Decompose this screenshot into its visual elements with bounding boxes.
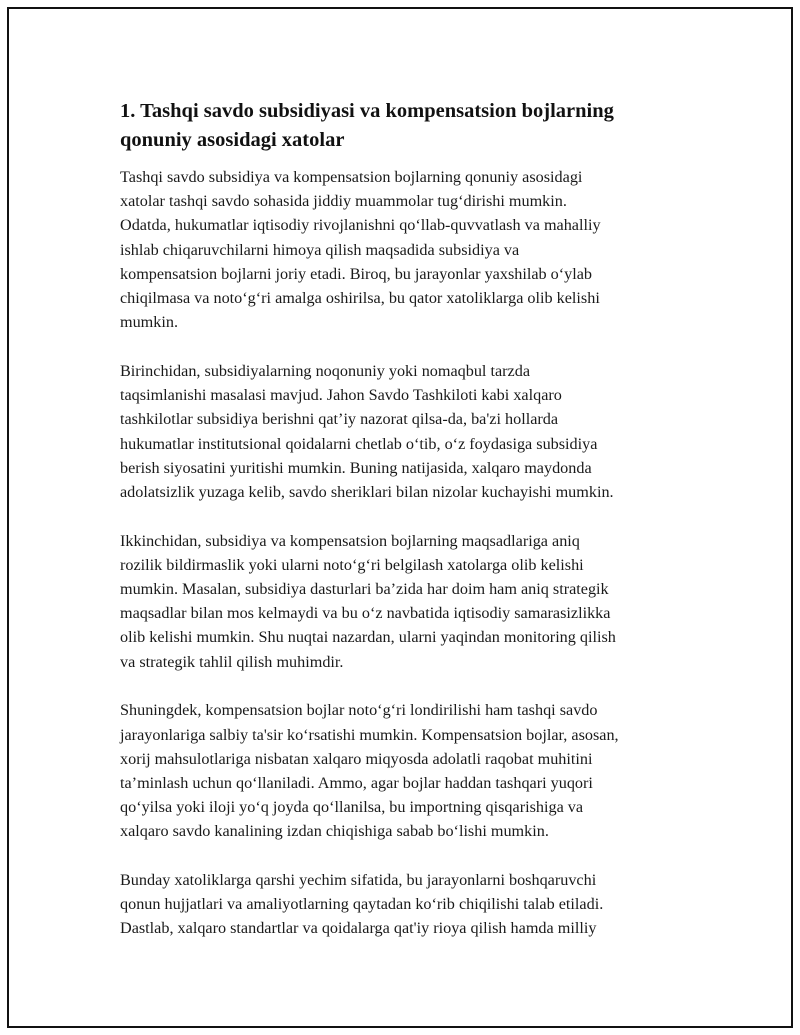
paragraph-2: Birinchidan, subsidiyalarning noqonuniy yoki nomaqbul tarzda taqsimlanishi masalasi mavjud. Jahon Savdo Tashkiloti kabi xalqaro tashkilotlar subsidiya berishni qat’iy nazorat qilsa-da, ba'zi hollarda hukumatlar institutsional qoidalarni chetlab o‘tib, o‘z foydasiga subsidiya berish siyosatini yuritishi mumkin. Buning natijasida, xalqaro maydonda adolatsizlik yuzaga kelib, savdo sheriklari bilan nizolar kuchayishi mumkin. bbox=[120, 361, 614, 501]
paragraph-4: Shuningdek, kompensatsion bojlar noto‘g‘ri londirilishi ham tashqi savdo jarayonlariga salbiy ta'sir ko‘rsatishi mumkin. Kompensatsion bojlar, asosan, xorij mahsulotlariga nisbatan xalqaro miqyosda adolatli raqobat muhitini ta’minlash uchun qo‘llaniladi. Ammo, agar bojlar haddan tashqari yuqori qo‘yilsa yoki iloji yo‘q joyda qo‘llanilsa, bu importning qisqarishiga va xalqaro savdo kanalining izdan chiqishiga sabab bo‘lishi mumkin. bbox=[120, 701, 619, 841]
document-body bbox=[120, 97, 700, 965]
paragraph-5: Bunday xatoliklarga qarshi yechim sifatida, bu jarayonlarni boshqaruvchi qonun hujjatlari va amaliyotlarning qaytadan ko‘rib chiqilishi talab etiladi. Dastlab, xalqaro standartlar va qoidalarga qat'iy rioya qilish hamda milliy bbox=[120, 871, 604, 938]
paragraph-1: Tashqi savdo subsidiya va kompensatsion bojlarning qonuniy asosidagi xatolar tashqi savdo sohasida jiddiy muammolar tug‘dirishi mumkin. Odatda, hukumatlar iqtisodiy rivojlanishni qo‘llab-quvvatlash va mahalliy ishlab chiqaruvchilarni himoya qilish maqsadida subsidiya va kompensatsion bojlarni joriy etadi. Biroq, bu jarayonlar yaxshilab o‘ylab chiqilmasa va noto‘g‘ri amalga oshirilsa, bu qator xatoliklarga olib kelishi mumkin. bbox=[120, 168, 601, 332]
page-frame bbox=[7, 7, 793, 1028]
section-heading: 1. Tashqi savdo subsidiyasi va kompensatsion bojlarning qonuniy asosidagi xatolar bbox=[120, 100, 614, 151]
paragraph-3: Ikkinchidan, subsidiya va kompensatsion bojlarning maqsadlariga aniq rozilik bildirmaslik yoki ularni noto‘g‘ri belgilash xatolarga olib kelishi mumkin. Masalan, subsidiya dasturlari ba’zida har doim ham aniq strategik maqsadlar bilan mos kelmaydi va bu o‘z navbatida iqtisodiy samarasizlikka olib kelishi mumkin. Shu nuqtai nazardan, ularni yaqindan monitoring qilish va strategik tahlil qilish muhimdir. bbox=[120, 531, 616, 671]
